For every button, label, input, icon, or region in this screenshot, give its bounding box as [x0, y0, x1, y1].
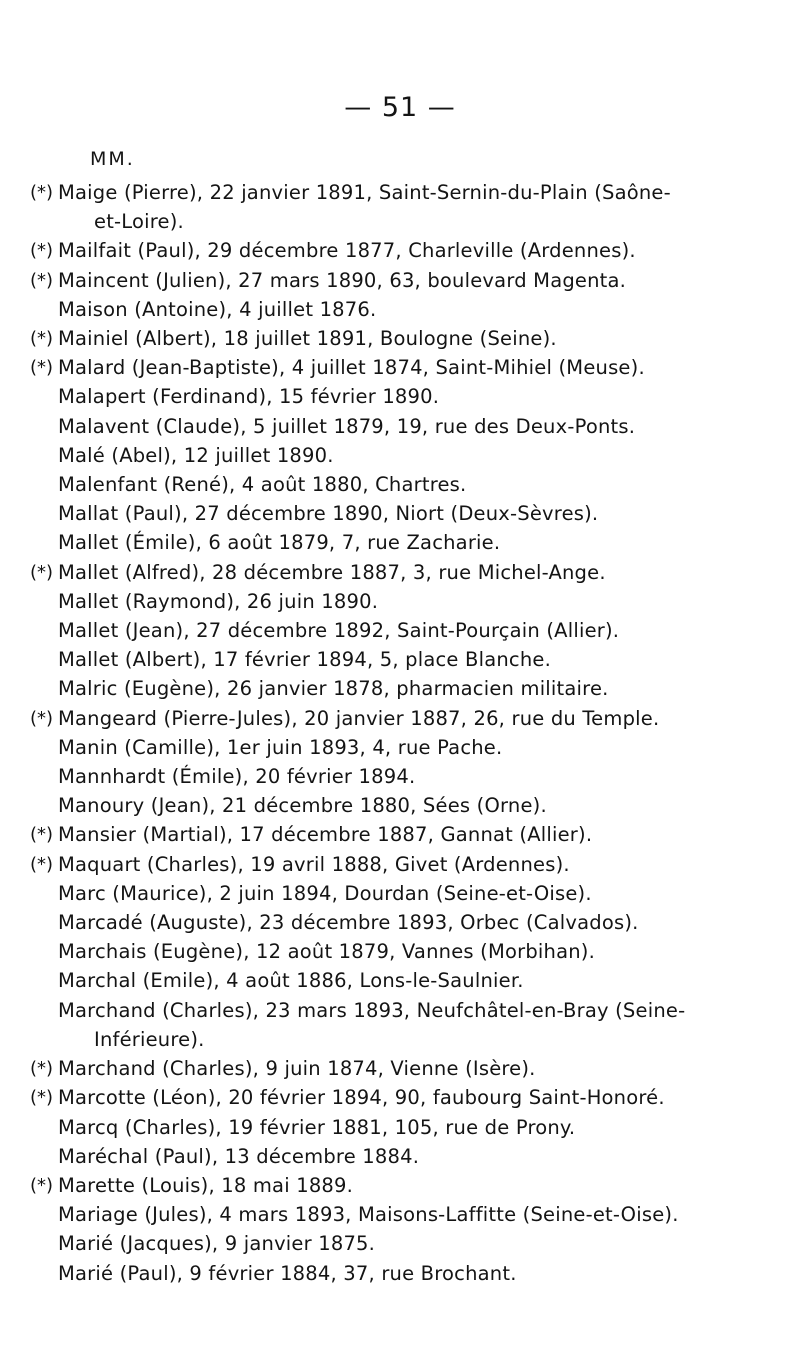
list-item	[30, 1171, 730, 1200]
entry-text: Mailfait (Paul), 29 décembre 1877, Charleville (Ardennes).	[58, 239, 636, 263]
list-item	[30, 470, 730, 499]
page-number: — 51 —	[344, 92, 456, 123]
entry-marker: (*)	[30, 182, 54, 203]
list-item	[30, 908, 730, 937]
entry-text: Marié (Paul), 9 février 1884, 37, rue Brochant.	[58, 1261, 517, 1285]
entry-text: Mallet (Albert), 17 février 1894, 5, place Blanche.	[58, 648, 551, 672]
entry-text: Manin (Camille), 1er juin 1893, 4, rue Pache.	[58, 735, 503, 759]
entry-marker: (*)	[30, 561, 54, 583]
list-item	[30, 236, 730, 265]
list-item	[30, 937, 730, 966]
entry-text: Mangeard (Pierre-Jules), 20 janvier 1887, 26, rue du Temple.	[58, 706, 660, 730]
list-item	[30, 1200, 730, 1229]
entry-text: Marchand (Charles), 9 juin 1874, Vienne (Isère).	[58, 1057, 536, 1081]
entry-text: Mallet (Raymond), 26 juin 1890.	[58, 589, 379, 613]
list-item	[30, 674, 730, 703]
list-item	[30, 820, 730, 849]
entry-text: Malé (Abel), 12 juillet 1890.	[58, 443, 334, 467]
list-item	[30, 1083, 730, 1112]
list-item	[30, 616, 730, 645]
list-item	[30, 353, 730, 382]
entry-text: Marc (Maurice), 2 juin 1894, Dourdan (Seine-et-Oise).	[58, 881, 592, 905]
entry-text: Mannhardt (Émile), 20 février 1894.	[58, 765, 416, 789]
entry-marker: (*)	[30, 357, 54, 379]
entry-marker: (*)	[30, 707, 54, 729]
entry-text: Maquart (Charles), 19 avril 1888, Givet (Ardennes).	[58, 852, 570, 876]
list-item	[30, 1113, 730, 1142]
section-heading: MM.	[90, 148, 135, 170]
entry-text: Marcq (Charles), 19 février 1881, 105, rue de Prony.	[58, 1115, 576, 1139]
entry-text: Mallat (Paul), 27 décembre 1890, Niort (Deux-Sèvres).	[58, 502, 599, 526]
entry-text: Manoury (Jean), 21 décembre 1880, Sées (Orne).	[58, 794, 547, 818]
entry-text: Malapert (Ferdinand), 15 février 1890.	[58, 385, 440, 409]
entry-text: Mallet (Alfred), 28 décembre 1887, 3, rue Michel-Ange.	[58, 560, 606, 584]
entry-text: Marcotte (Léon), 20 février 1894, 90, faubourg Saint-Honoré.	[58, 1086, 665, 1110]
list-item	[30, 266, 730, 295]
list-item	[30, 1259, 730, 1288]
entry-text: Marchais (Eugène), 12 août 1879, Vannes (Morbihan).	[58, 940, 596, 964]
entry-text: Maison (Antoine), 4 juillet 1876.	[58, 297, 377, 321]
entry-marker: (*)	[30, 328, 54, 350]
entry-text: Marette (Louis), 18 mai 1889.	[58, 1173, 354, 1197]
entry-text: Mallet (Émile), 6 août 1879, 7, rue Zacharie.	[58, 531, 501, 555]
entry-text: Malric (Eugène), 26 janvier 1878, pharmacien militaire.	[58, 677, 609, 701]
list-item	[30, 791, 730, 820]
entry-text: Marchand (Charles), 23 mars 1893, Neufchâtel-en-Bray (Seine-	[58, 998, 686, 1022]
entry-marker: (*)	[30, 1174, 54, 1196]
entry-text: Mainiel (Albert), 18 juillet 1891, Boulogne (Seine).	[58, 327, 557, 351]
list-item	[30, 850, 730, 879]
list-item	[30, 587, 730, 616]
list-item	[30, 879, 730, 908]
entry-marker: (*)	[30, 240, 54, 262]
entry-marker: (*)	[30, 1058, 54, 1080]
entry-text: Maréchal (Paul), 13 décembre 1884.	[58, 1144, 420, 1168]
list-item	[30, 295, 730, 324]
list-item	[30, 733, 730, 762]
entry-text: Mansier (Martial), 17 décembre 1887, Gannat (Allier).	[58, 823, 593, 847]
entry-text: Marchal (Emile), 4 août 1886, Lons-le-Saulnier.	[58, 969, 524, 993]
entry-text: Mallet (Jean), 27 décembre 1892, Saint-Pourçain (Allier).	[58, 619, 620, 643]
list-item	[30, 412, 730, 441]
list-item	[30, 382, 730, 411]
entry-text: Marcadé (Auguste), 23 décembre 1893, Orbec (Calvados).	[58, 911, 639, 935]
list-item	[30, 558, 730, 587]
entry-text: Marié (Jacques), 9 janvier 1875.	[58, 1232, 376, 1256]
entry-text: Maincent (Julien), 27 mars 1890, 63, boulevard Magenta.	[58, 268, 627, 292]
list-item	[30, 645, 730, 674]
list-item	[30, 1054, 730, 1083]
entry-marker: (*)	[30, 853, 54, 875]
entry-marker: (*)	[30, 824, 54, 846]
list-item	[30, 178, 730, 236]
list-item	[30, 1229, 730, 1258]
entry-text: Maige (Pierre), 22 janvier 1891, Saint-Sernin-du-Plain (Saône-	[58, 181, 671, 204]
entry-text: Malavent (Claude), 5 juillet 1879, 19, rue des Deux-Ponts.	[58, 414, 636, 438]
list-item	[30, 528, 730, 557]
list-item	[30, 996, 730, 1054]
entry-marker: (*)	[30, 269, 54, 291]
entry-text: Mariage (Jules), 4 mars 1893, Maisons-Laffitte (Seine-et-Oise).	[58, 1203, 679, 1227]
list-item	[30, 762, 730, 791]
entry-marker: (*)	[30, 1087, 54, 1109]
list-item	[30, 441, 730, 470]
entry-continuation: Inférieure).	[94, 1027, 205, 1051]
list-item	[30, 1142, 730, 1171]
list-item	[30, 966, 730, 995]
entry-continuation: et-Loire).	[94, 210, 184, 234]
list-item	[30, 324, 730, 353]
list-item	[30, 704, 730, 733]
entry-text: Malard (Jean-Baptiste), 4 juillet 1874, Saint-Mihiel (Meuse).	[58, 356, 645, 380]
entry-list	[30, 178, 730, 1288]
entry-text: Malenfant (René), 4 août 1880, Chartres.	[58, 473, 467, 497]
list-item	[30, 499, 730, 528]
